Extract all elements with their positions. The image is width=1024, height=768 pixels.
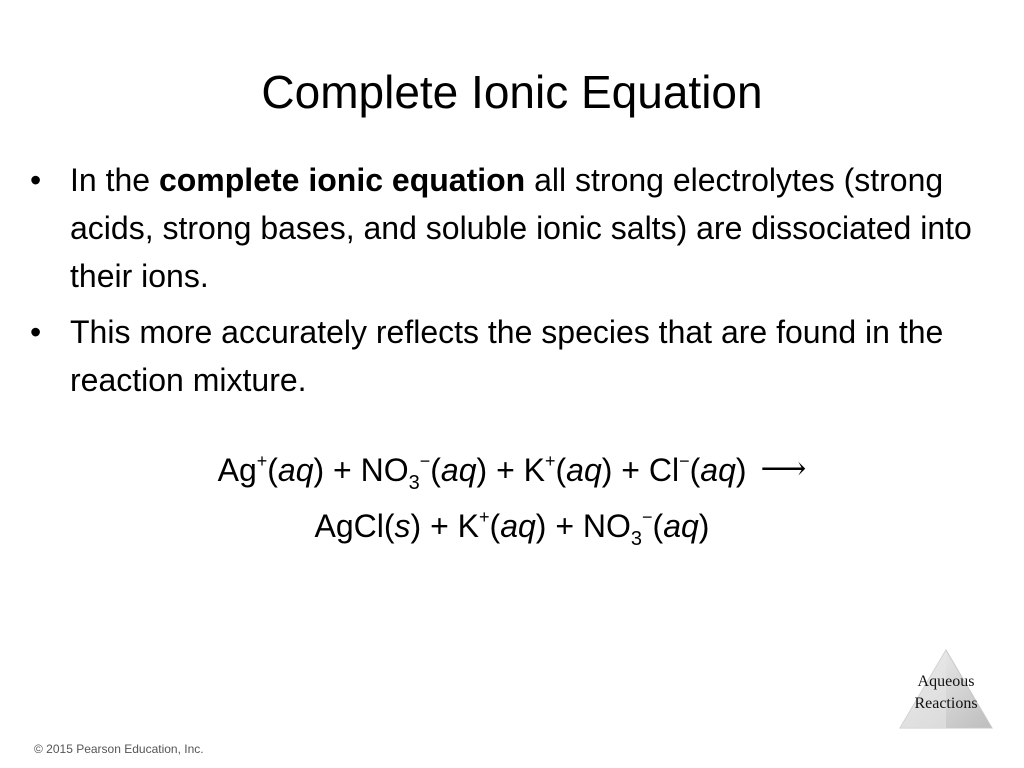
- eq-aq: aq: [700, 452, 736, 488]
- slide-title: Complete Ionic Equation: [261, 66, 763, 118]
- bullet-1-prefix: In the: [70, 162, 159, 198]
- bullet-2-text: This more accurately reflects the species that are found in the reaction mixture.: [70, 314, 944, 398]
- copyright-notice: © 2015 Pearson Education, Inc.: [34, 742, 204, 756]
- eq-aq: aq: [440, 452, 477, 488]
- eq-plus: +: [621, 452, 640, 488]
- equation-line-2: AgCl(s) + $K^+(aq) + NO_3^-(aq)$: [314, 507, 710, 550]
- eq-k: K: [457, 508, 480, 544]
- eq-aq: aq: [663, 508, 699, 544]
- eq-aq: aq: [566, 452, 602, 488]
- eq-s: s: [394, 508, 411, 544]
- eq-plus: +: [496, 452, 515, 488]
- eq-k: K: [523, 452, 545, 488]
- eq-cl: Cl: [648, 452, 680, 488]
- bullet-item-1: [28, 156, 996, 300]
- eq-ag-charge: +: [256, 451, 268, 471]
- eq-plus: +: [333, 452, 352, 488]
- eq-agcl: AgCl: [314, 508, 384, 544]
- bullet-1-suffix: all strong electrolytes (strong acids, strong bases, and soluble ionic salts) are dissociated into their ions.: [70, 162, 972, 294]
- eq-no-charge: −: [419, 451, 431, 471]
- eq-k-charge: +: [544, 451, 556, 471]
- bullet-item-2: [28, 308, 996, 404]
- bullet-list: [28, 156, 996, 412]
- eq-cl-charge: −: [679, 451, 690, 471]
- bullet-marker: •: [30, 314, 42, 350]
- eq-ag: Ag: [217, 452, 257, 488]
- reaction-arrow-icon: ⟶: [760, 449, 807, 487]
- eq-aq: aq: [277, 452, 314, 488]
- eq-no-subscript: 3: [408, 472, 420, 494]
- eq-no-subscript: 3: [630, 528, 643, 550]
- eq-no: NO: [360, 452, 409, 488]
- bullet-1-bold: complete ionic equation: [158, 162, 526, 198]
- logo-label-line-1: Aqueous: [917, 673, 975, 690]
- bullet-marker: •: [30, 162, 42, 198]
- eq-aq: aq: [500, 508, 536, 544]
- equation-line-1: $Ag^+(aq) + NO_3^-(aq) + K^+(aq) + Cl^-(aq)$ ⟶: [0, 446, 1024, 492]
- eq-k-charge: +: [479, 507, 490, 527]
- eq-plus: +: [430, 508, 449, 544]
- logo-label-line-2: Reactions: [914, 695, 978, 712]
- eq-plus: +: [555, 508, 575, 544]
- eq-no: NO: [582, 508, 631, 544]
- eq-no-charge: −: [642, 507, 653, 527]
